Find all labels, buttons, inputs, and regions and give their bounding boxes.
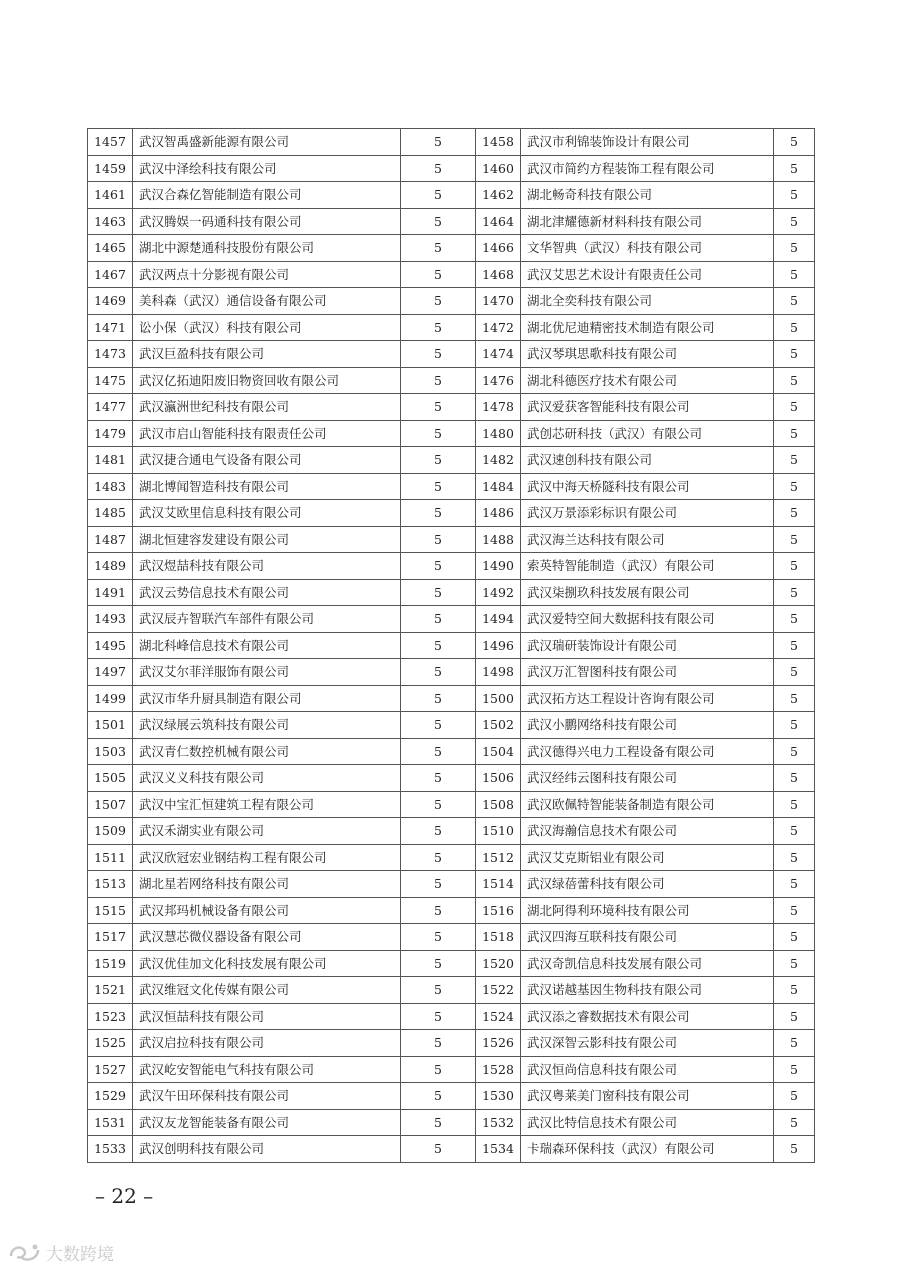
company-name: 武汉禾湖实业有限公司 xyxy=(133,818,401,845)
entry-number: 1523 xyxy=(88,1003,133,1030)
entry-score: 5 xyxy=(401,314,476,341)
entry-score: 5 xyxy=(774,129,815,156)
entry-score: 5 xyxy=(774,844,815,871)
company-name: 武汉深智云影科技有限公司 xyxy=(521,1030,774,1057)
entry-number: 1528 xyxy=(476,1056,521,1083)
company-name: 武汉柒捌玖科技发展有限公司 xyxy=(521,579,774,606)
table-row xyxy=(88,632,815,659)
table-row xyxy=(88,1136,815,1163)
entry-number: 1462 xyxy=(476,182,521,209)
entry-number: 1495 xyxy=(88,632,133,659)
entry-number: 1473 xyxy=(88,341,133,368)
company-name: 武汉中泽绘科技有限公司 xyxy=(133,155,401,182)
entry-score: 5 xyxy=(401,1003,476,1030)
entry-number: 1461 xyxy=(88,182,133,209)
entry-number: 1530 xyxy=(476,1083,521,1110)
company-list-table xyxy=(87,128,815,1163)
entry-score: 5 xyxy=(401,261,476,288)
entry-number: 1472 xyxy=(476,314,521,341)
company-name: 文华智典（武汉）科技有限公司 xyxy=(521,235,774,262)
entry-score: 5 xyxy=(401,685,476,712)
company-name: 武汉邦玛机械设备有限公司 xyxy=(133,897,401,924)
table-row xyxy=(88,500,815,527)
entry-score: 5 xyxy=(774,261,815,288)
table-row xyxy=(88,314,815,341)
entry-number: 1506 xyxy=(476,765,521,792)
entry-number: 1527 xyxy=(88,1056,133,1083)
entry-score: 5 xyxy=(774,606,815,633)
table-row xyxy=(88,553,815,580)
table-row xyxy=(88,791,815,818)
entry-score: 5 xyxy=(401,367,476,394)
entry-number: 1480 xyxy=(476,420,521,447)
entry-number: 1483 xyxy=(88,473,133,500)
entry-score: 5 xyxy=(774,526,815,553)
entry-score: 5 xyxy=(401,579,476,606)
entry-number: 1497 xyxy=(88,659,133,686)
company-name: 武汉瀛洲世纪科技有限公司 xyxy=(133,394,401,421)
entry-number: 1474 xyxy=(476,341,521,368)
company-name: 武汉云势信息技术有限公司 xyxy=(133,579,401,606)
entry-number: 1493 xyxy=(88,606,133,633)
entry-number: 1481 xyxy=(88,447,133,474)
entry-number: 1478 xyxy=(476,394,521,421)
company-name: 武汉创明科技有限公司 xyxy=(133,1136,401,1163)
entry-number: 1471 xyxy=(88,314,133,341)
entry-number: 1507 xyxy=(88,791,133,818)
company-name: 武汉义义科技有限公司 xyxy=(133,765,401,792)
company-name: 武汉中海天桥隧科技有限公司 xyxy=(521,473,774,500)
entry-score: 5 xyxy=(774,818,815,845)
entry-score: 5 xyxy=(774,1030,815,1057)
entry-score: 5 xyxy=(401,950,476,977)
entry-number: 1526 xyxy=(476,1030,521,1057)
entry-score: 5 xyxy=(401,897,476,924)
company-name: 武汉屹安智能电气科技有限公司 xyxy=(133,1056,401,1083)
entry-number: 1534 xyxy=(476,1136,521,1163)
entry-number: 1475 xyxy=(88,367,133,394)
company-name: 湖北津耀德新材料科技有限公司 xyxy=(521,208,774,235)
company-name: 武汉青仁数控机械有限公司 xyxy=(133,738,401,765)
table-row xyxy=(88,977,815,1004)
entry-score: 5 xyxy=(774,394,815,421)
company-name: 讼小保（武汉）科技有限公司 xyxy=(133,314,401,341)
entry-number: 1532 xyxy=(476,1109,521,1136)
company-name: 索英特智能制造（武汉）有限公司 xyxy=(521,553,774,580)
entry-number: 1487 xyxy=(88,526,133,553)
entry-number: 1470 xyxy=(476,288,521,315)
company-name: 武汉智禹盛新能源有限公司 xyxy=(133,129,401,156)
entry-score: 5 xyxy=(401,473,476,500)
company-name: 武汉万景添彩标识有限公司 xyxy=(521,500,774,527)
entry-score: 5 xyxy=(401,208,476,235)
company-name: 武汉合森亿智能制造有限公司 xyxy=(133,182,401,209)
entry-score: 5 xyxy=(774,924,815,951)
entry-score: 5 xyxy=(401,182,476,209)
company-name: 武汉小鹏网络科技有限公司 xyxy=(521,712,774,739)
table-row xyxy=(88,235,815,262)
table-row xyxy=(88,447,815,474)
entry-score: 5 xyxy=(401,632,476,659)
entry-number: 1468 xyxy=(476,261,521,288)
table-row xyxy=(88,341,815,368)
entry-number: 1492 xyxy=(476,579,521,606)
entry-score: 5 xyxy=(774,1136,815,1163)
table-row xyxy=(88,818,815,845)
company-name: 武汉煜喆科技有限公司 xyxy=(133,553,401,580)
company-name: 武创芯研科技（武汉）有限公司 xyxy=(521,420,774,447)
entry-number: 1464 xyxy=(476,208,521,235)
company-name: 武汉欧佩特智能装备制造有限公司 xyxy=(521,791,774,818)
entry-score: 5 xyxy=(774,235,815,262)
entry-number: 1476 xyxy=(476,367,521,394)
entry-score: 5 xyxy=(774,871,815,898)
company-name: 武汉两点十分影视有限公司 xyxy=(133,261,401,288)
entry-score: 5 xyxy=(401,871,476,898)
page-number: – 22 – xyxy=(95,1184,154,1208)
company-name: 武汉爱特空间大数据科技有限公司 xyxy=(521,606,774,633)
company-name: 武汉腾娱一码通科技有限公司 xyxy=(133,208,401,235)
company-name: 武汉恒尚信息科技有限公司 xyxy=(521,1056,774,1083)
entry-number: 1511 xyxy=(88,844,133,871)
company-name: 湖北阿得利环境科技有限公司 xyxy=(521,897,774,924)
company-name: 湖北全奕科技有限公司 xyxy=(521,288,774,315)
entry-score: 5 xyxy=(401,235,476,262)
table-row xyxy=(88,261,815,288)
company-name: 武汉艾尔菲洋服饰有限公司 xyxy=(133,659,401,686)
entry-score: 5 xyxy=(401,606,476,633)
company-name: 武汉恒喆科技有限公司 xyxy=(133,1003,401,1030)
entry-number: 1514 xyxy=(476,871,521,898)
entry-number: 1529 xyxy=(88,1083,133,1110)
entry-score: 5 xyxy=(774,712,815,739)
company-name: 武汉友龙智能装备有限公司 xyxy=(133,1109,401,1136)
company-name: 武汉比特信息技术有限公司 xyxy=(521,1109,774,1136)
company-name: 武汉经纬云图科技有限公司 xyxy=(521,765,774,792)
entry-number: 1469 xyxy=(88,288,133,315)
company-name: 武汉琴琪思歌科技有限公司 xyxy=(521,341,774,368)
entry-score: 5 xyxy=(401,1109,476,1136)
company-name: 武汉粤莱美门窗科技有限公司 xyxy=(521,1083,774,1110)
company-name: 武汉爱获客智能科技有限公司 xyxy=(521,394,774,421)
entry-number: 1500 xyxy=(476,685,521,712)
entry-score: 5 xyxy=(774,473,815,500)
company-name: 武汉瑞研装饰设计有限公司 xyxy=(521,632,774,659)
table-row xyxy=(88,526,815,553)
entry-score: 5 xyxy=(401,765,476,792)
table-row xyxy=(88,659,815,686)
entry-score: 5 xyxy=(401,844,476,871)
table-row xyxy=(88,182,815,209)
company-name: 武汉启拉科技有限公司 xyxy=(133,1030,401,1057)
entry-number: 1463 xyxy=(88,208,133,235)
entry-number: 1502 xyxy=(476,712,521,739)
table-row xyxy=(88,208,815,235)
entry-score: 5 xyxy=(401,738,476,765)
entry-number: 1515 xyxy=(88,897,133,924)
company-name: 武汉中宝汇恒建筑工程有限公司 xyxy=(133,791,401,818)
table-row xyxy=(88,420,815,447)
company-name: 武汉艾思艺术设计有限责任公司 xyxy=(521,261,774,288)
entry-number: 1484 xyxy=(476,473,521,500)
entry-score: 5 xyxy=(774,897,815,924)
table-row xyxy=(88,579,815,606)
company-name: 武汉添之睿数据技术有限公司 xyxy=(521,1003,774,1030)
entry-number: 1482 xyxy=(476,447,521,474)
entry-score: 5 xyxy=(401,155,476,182)
table-row xyxy=(88,712,815,739)
company-name: 武汉市启山智能科技有限责任公司 xyxy=(133,420,401,447)
entry-number: 1479 xyxy=(88,420,133,447)
entry-score: 5 xyxy=(401,659,476,686)
entry-score: 5 xyxy=(774,1083,815,1110)
entry-number: 1501 xyxy=(88,712,133,739)
entry-score: 5 xyxy=(774,791,815,818)
entry-number: 1524 xyxy=(476,1003,521,1030)
table-row xyxy=(88,950,815,977)
entry-score: 5 xyxy=(401,1030,476,1057)
table-row xyxy=(88,1109,815,1136)
company-name: 武汉维冠文化传媒有限公司 xyxy=(133,977,401,1004)
table-row xyxy=(88,367,815,394)
table-row xyxy=(88,1003,815,1030)
entry-score: 5 xyxy=(401,1083,476,1110)
entry-number: 1533 xyxy=(88,1136,133,1163)
table-row xyxy=(88,129,815,156)
entry-number: 1498 xyxy=(476,659,521,686)
watermark-text: 大数跨境 xyxy=(46,1245,114,1265)
company-name: 湖北畅奇科技有限公司 xyxy=(521,182,774,209)
table-row xyxy=(88,924,815,951)
entry-number: 1531 xyxy=(88,1109,133,1136)
table-row xyxy=(88,473,815,500)
company-name: 湖北中源楚通科技股份有限公司 xyxy=(133,235,401,262)
entry-number: 1486 xyxy=(476,500,521,527)
company-name: 武汉德得兴电力工程设备有限公司 xyxy=(521,738,774,765)
entry-score: 5 xyxy=(401,341,476,368)
entry-score: 5 xyxy=(401,447,476,474)
entry-score: 5 xyxy=(774,500,815,527)
entry-number: 1512 xyxy=(476,844,521,871)
entry-score: 5 xyxy=(774,1003,815,1030)
entry-number: 1519 xyxy=(88,950,133,977)
entry-score: 5 xyxy=(774,1109,815,1136)
table-row xyxy=(88,871,815,898)
entry-score: 5 xyxy=(774,367,815,394)
entry-number: 1521 xyxy=(88,977,133,1004)
entry-score: 5 xyxy=(401,500,476,527)
table-body xyxy=(88,129,815,1163)
company-name: 武汉海瀚信息技术有限公司 xyxy=(521,818,774,845)
entry-score: 5 xyxy=(774,314,815,341)
entry-number: 1525 xyxy=(88,1030,133,1057)
company-name: 武汉奇凯信息科技发展有限公司 xyxy=(521,950,774,977)
table-row xyxy=(88,1056,815,1083)
company-name: 武汉市利锦装饰设计有限公司 xyxy=(521,129,774,156)
company-name: 武汉优佳加文化科技发展有限公司 xyxy=(133,950,401,977)
entry-score: 5 xyxy=(774,155,815,182)
entry-score: 5 xyxy=(401,526,476,553)
entry-number: 1491 xyxy=(88,579,133,606)
entry-score: 5 xyxy=(774,420,815,447)
entry-score: 5 xyxy=(774,288,815,315)
entry-number: 1517 xyxy=(88,924,133,951)
entry-number: 1499 xyxy=(88,685,133,712)
company-name: 武汉慧芯微仪器设备有限公司 xyxy=(133,924,401,951)
table-row xyxy=(88,765,815,792)
entry-score: 5 xyxy=(401,712,476,739)
table-row xyxy=(88,394,815,421)
table-row xyxy=(88,288,815,315)
entry-number: 1458 xyxy=(476,129,521,156)
table-row xyxy=(88,844,815,871)
entry-number: 1509 xyxy=(88,818,133,845)
company-name: 武汉亿拓迪阳废旧物资回收有限公司 xyxy=(133,367,401,394)
company-name: 武汉绿蓓蕾科技有限公司 xyxy=(521,871,774,898)
company-name: 卡瑞森环保科技（武汉）有限公司 xyxy=(521,1136,774,1163)
company-name: 武汉捷合通电气设备有限公司 xyxy=(133,447,401,474)
entry-score: 5 xyxy=(774,765,815,792)
entry-score: 5 xyxy=(774,685,815,712)
company-name: 武汉巨盈科技有限公司 xyxy=(133,341,401,368)
company-name: 武汉艾克斯铝业有限公司 xyxy=(521,844,774,871)
company-name: 武汉欣冠宏业钢结构工程有限公司 xyxy=(133,844,401,871)
entry-number: 1494 xyxy=(476,606,521,633)
entry-number: 1460 xyxy=(476,155,521,182)
entry-score: 5 xyxy=(401,818,476,845)
company-name: 湖北星若网络科技有限公司 xyxy=(133,871,401,898)
entry-number: 1488 xyxy=(476,526,521,553)
company-name: 武汉市华升厨具制造有限公司 xyxy=(133,685,401,712)
entry-score: 5 xyxy=(401,553,476,580)
company-name: 武汉辰卉智联汽车部件有限公司 xyxy=(133,606,401,633)
company-name: 武汉万汇智图科技有限公司 xyxy=(521,659,774,686)
entry-number: 1522 xyxy=(476,977,521,1004)
company-name: 武汉拓方达工程设计咨询有限公司 xyxy=(521,685,774,712)
entry-number: 1508 xyxy=(476,791,521,818)
entry-score: 5 xyxy=(774,1056,815,1083)
table-row xyxy=(88,685,815,712)
table-row xyxy=(88,897,815,924)
entry-score: 5 xyxy=(774,208,815,235)
entry-number: 1496 xyxy=(476,632,521,659)
entry-number: 1505 xyxy=(88,765,133,792)
company-name: 湖北科德医疗技术有限公司 xyxy=(521,367,774,394)
entry-number: 1504 xyxy=(476,738,521,765)
table-row xyxy=(88,1030,815,1057)
entry-number: 1457 xyxy=(88,129,133,156)
company-name: 武汉午田环保科技有限公司 xyxy=(133,1083,401,1110)
entry-number: 1459 xyxy=(88,155,133,182)
company-name: 武汉诺越基因生物科技有限公司 xyxy=(521,977,774,1004)
entry-score: 5 xyxy=(774,977,815,1004)
company-name: 武汉艾欧里信息科技有限公司 xyxy=(133,500,401,527)
entry-score: 5 xyxy=(774,341,815,368)
entry-number: 1485 xyxy=(88,500,133,527)
entry-score: 5 xyxy=(774,659,815,686)
entry-score: 5 xyxy=(401,288,476,315)
table-row xyxy=(88,606,815,633)
entry-number: 1489 xyxy=(88,553,133,580)
entry-number: 1477 xyxy=(88,394,133,421)
entry-score: 5 xyxy=(774,950,815,977)
company-name: 美科森（武汉）通信设备有限公司 xyxy=(133,288,401,315)
table-row xyxy=(88,1083,815,1110)
entry-score: 5 xyxy=(401,420,476,447)
company-name: 武汉四海互联科技有限公司 xyxy=(521,924,774,951)
entry-score: 5 xyxy=(401,791,476,818)
company-name: 湖北博闻智造科技有限公司 xyxy=(133,473,401,500)
entry-score: 5 xyxy=(774,182,815,209)
company-name: 湖北恒建容发建设有限公司 xyxy=(133,526,401,553)
table-row xyxy=(88,155,815,182)
company-name: 武汉速创科技有限公司 xyxy=(521,447,774,474)
entry-number: 1518 xyxy=(476,924,521,951)
table-row xyxy=(88,738,815,765)
entry-score: 5 xyxy=(401,129,476,156)
entry-score: 5 xyxy=(774,632,815,659)
company-name: 湖北优尼迪精密技术制造有限公司 xyxy=(521,314,774,341)
entry-number: 1467 xyxy=(88,261,133,288)
watermark xyxy=(8,1240,114,1265)
entry-number: 1510 xyxy=(476,818,521,845)
entry-number: 1465 xyxy=(88,235,133,262)
entry-score: 5 xyxy=(401,1056,476,1083)
company-name: 武汉绿展云筑科技有限公司 xyxy=(133,712,401,739)
entry-score: 5 xyxy=(401,1136,476,1163)
company-name: 武汉海兰达科技有限公司 xyxy=(521,526,774,553)
entry-number: 1520 xyxy=(476,950,521,977)
entry-score: 5 xyxy=(401,924,476,951)
entry-score: 5 xyxy=(774,738,815,765)
entry-score: 5 xyxy=(401,394,476,421)
entry-number: 1516 xyxy=(476,897,521,924)
entry-score: 5 xyxy=(774,447,815,474)
entry-score: 5 xyxy=(774,553,815,580)
watermark-logo-icon xyxy=(8,1242,42,1264)
company-name: 武汉市简约方程装饰工程有限公司 xyxy=(521,155,774,182)
entry-number: 1490 xyxy=(476,553,521,580)
entry-score: 5 xyxy=(774,579,815,606)
entry-number: 1513 xyxy=(88,871,133,898)
entry-number: 1466 xyxy=(476,235,521,262)
entry-number: 1503 xyxy=(88,738,133,765)
entry-score: 5 xyxy=(401,977,476,1004)
company-name: 湖北科峰信息技术有限公司 xyxy=(133,632,401,659)
